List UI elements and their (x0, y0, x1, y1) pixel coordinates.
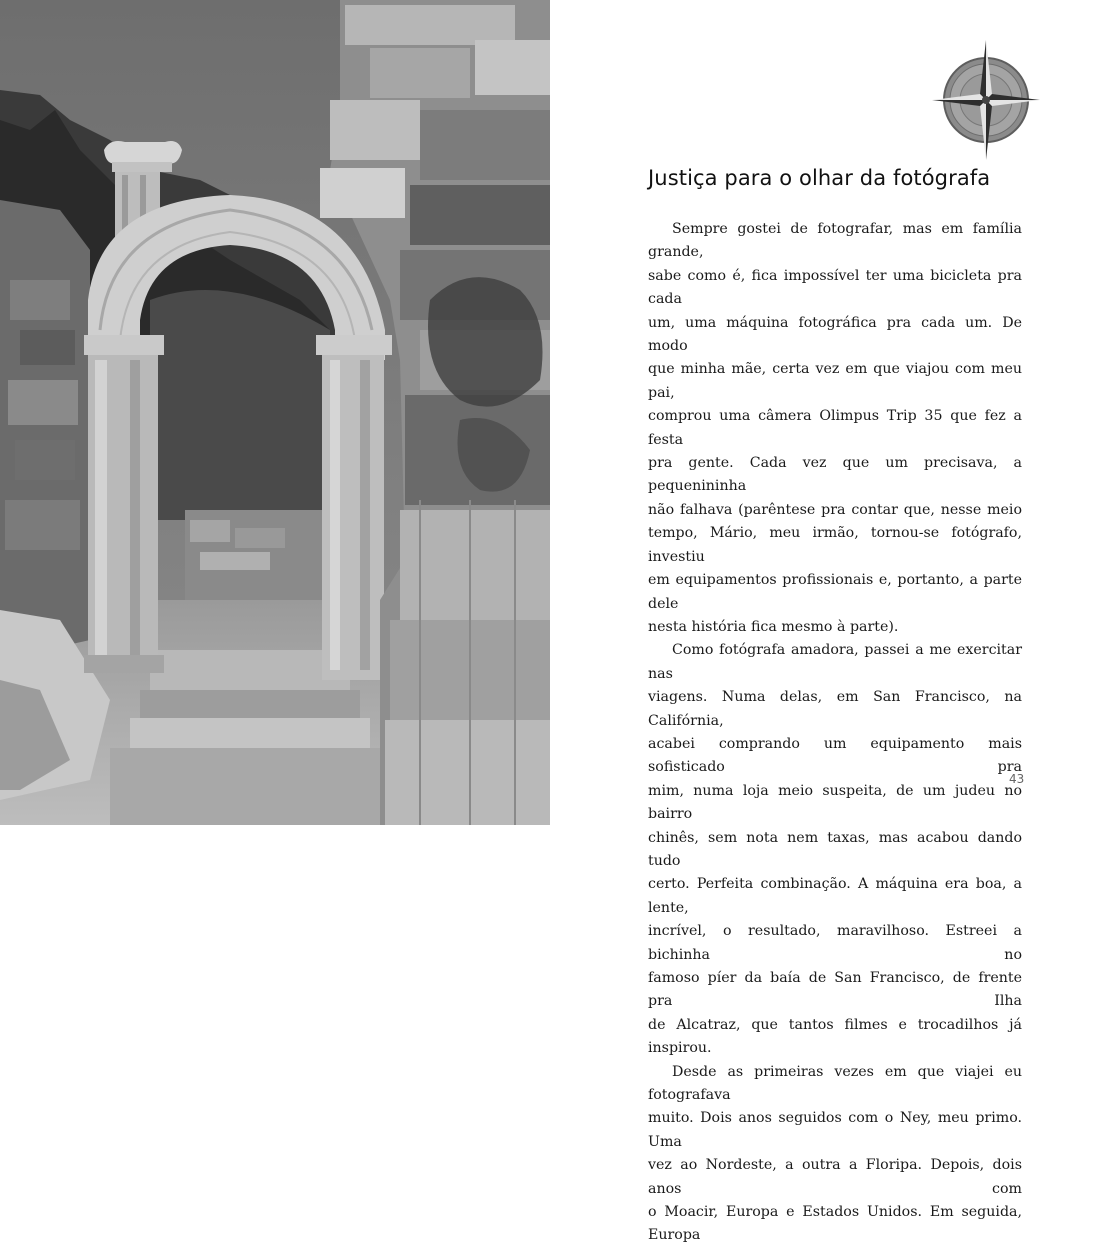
text-line: o Moacir, Europa e Estados Unidos. Em seguida, Europa (648, 1204, 1022, 1244)
text-line: Como fotógrafa amadora, passei a me exercitar nas (648, 642, 1022, 682)
text-line: acabei comprando um equipamento mais sofisticado pra (648, 735, 1022, 776)
text-line: pra gente. Cada vez que um precisava, a pequenininha (648, 455, 1022, 495)
text-line: certo. Perfeita combinação. A máquina era boa, a lente, (648, 876, 1022, 916)
paragraph-2 (648, 639, 1025, 1060)
text-line: sabe como é, fica impossível ter uma bicicleta pra cada (648, 267, 1022, 308)
chapter-title: Justiça para o olhar da fotógrafa (648, 166, 991, 190)
text-line: um, uma máquina fotográfica pra cada um. De modo (648, 314, 1022, 355)
text-line: tempo, Mário, meu irmão, tornou-se fotógrafo, investiu (648, 525, 1022, 565)
page-number: 43 (1009, 772, 1025, 786)
body-text (648, 218, 1025, 1248)
text-line: famoso píer da baía de San Francisco, de frente pra Ilha (648, 970, 1022, 1010)
paragraph-3 (648, 1061, 1022, 1248)
text-line: nesta história fica mesmo à parte). (648, 618, 899, 635)
text-line: em equipamentos profissionais e, portanto, a parte dele (648, 572, 1022, 612)
text-line: chinês, sem nota nem taxas, mas acabou dando tudo (648, 829, 1022, 869)
text-line: que minha mãe, certa vez em que viajou com meu pai, (648, 361, 1022, 401)
text-line: de Alcatraz, que tantos filmes e trocadilhos já inspirou. (648, 1016, 1022, 1057)
compass-rose-icon (928, 36, 1046, 162)
text-line: viagens. Numa delas, em San Francisco, na Califórnia, (648, 689, 1022, 729)
text-line: mim, numa loja meio suspeita, de um judeu no bairro (648, 782, 1022, 823)
text-line: não falhava (parêntese pra contar que, nesse meio (648, 501, 1022, 518)
text-line: muito. Dois anos seguidos com o Ney, meu primo. Uma (648, 1110, 1022, 1150)
text-page (550, 0, 1100, 1244)
text-line: vez ao Nordeste, a outra a Floripa. Depois, dois anos com (648, 1157, 1022, 1197)
text-line: Sempre gostei de fotografar, mas em família grande, (648, 221, 1022, 261)
text-line: comprou uma câmera Olimpus Trip 35 que fez a festa (648, 408, 1022, 448)
text-line: incrível, o resultado, maravilhoso. Estreei a bichinha no (648, 923, 1022, 963)
paragraph-1 (648, 218, 1022, 639)
archway-photo (0, 0, 550, 825)
text-line: Desde as primeiras vezes em que viajei eu fotografava (648, 1063, 1022, 1104)
